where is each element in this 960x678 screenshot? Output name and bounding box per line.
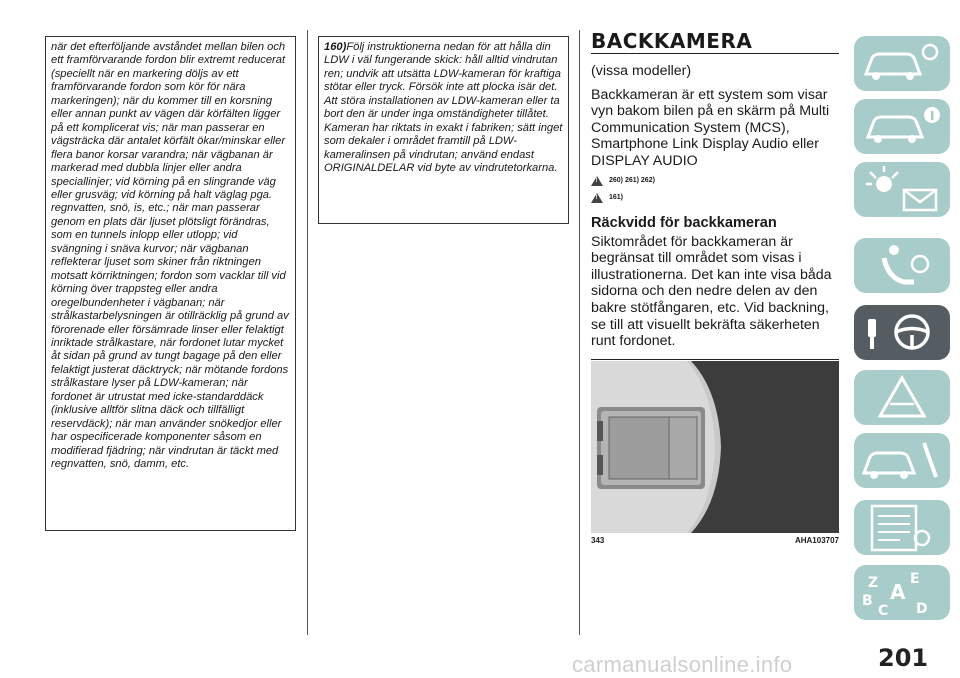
svg-text:E: E	[910, 571, 920, 587]
car-view-range-illustration	[591, 361, 839, 533]
warning-text-2: Följ instruktionerna nedan för att hålla din LDW i väl fungerande skick: håll alltid vindrutan ren; undvik att utsätta LDW-kameran för kraftiga stötar eller tryck. Försök inte att plocka isär det. Att störa installationen av LDW-kameran eller ta bort den är under inga omständigheter tillåtet. Kameran har riktats in exakt i fabriken; sätt inget som dekaler i området framtill på LDW-kameralinsen på vindrutan; använd endast ORIGINALDELAR vid byte av vindrutetorkarna.	[324, 41, 563, 175]
car-wrench-icon[interactable]	[854, 433, 950, 488]
warning-triangle-icon: !	[591, 176, 603, 186]
svg-text:D: D	[916, 601, 928, 617]
warning-refs-1	[591, 176, 839, 186]
warning-number: 160)	[324, 41, 347, 53]
svg-text:Z: Z	[868, 575, 879, 591]
column-divider	[307, 30, 308, 635]
figure-code: AHA103707	[794, 536, 839, 545]
warning-refs-2	[591, 193, 839, 203]
svg-text:A: A	[890, 580, 906, 604]
watermark: carmanualsonline.info	[572, 652, 793, 677]
sub-text: Siktområdet för backkameran är begränsat till området som visas i illustrationerna. Det kan inte visa båda sidorna och den nedre delen av den bakre stötfångaren, etc. Vid backning, se till att visuellt bekräfta säkerheten runt fordonet.	[591, 233, 832, 350]
section-backkamera	[591, 30, 839, 360]
car-info-i-icon[interactable]	[854, 99, 950, 154]
key-steering-wheel-icon[interactable]	[854, 305, 950, 360]
document-list-icon[interactable]	[854, 500, 950, 555]
alphabet-index-icon[interactable]	[854, 565, 950, 620]
page-number: 201	[878, 644, 929, 672]
refs-text-1: 260) 261) 262)	[609, 177, 655, 185]
warning-box-ldw-conditions	[45, 36, 296, 531]
section-title: BACKKAMERA	[591, 30, 839, 54]
column-divider	[579, 30, 580, 635]
section-divider	[591, 359, 839, 360]
seat-airbag-icon[interactable]	[854, 238, 950, 293]
lights-message-icon[interactable]	[854, 162, 950, 217]
section-subtitle: (vissa modeller)	[591, 63, 692, 79]
figure-number: 343	[591, 536, 605, 545]
warning-text-1: när det efterföljande avståndet mellan bilen och ett framförvarande fordon blir extremt reducerat (speciellt när en markering döljs av ett framförvarande fordon som kör för nära markeringen); när du kommer till en korsning eller annan punkt av vägen där körfälten ligger på ett komplicerat vis; när man passerar en vägsträcka där antalet körfält ökar/minskar eller flera banor korsar varandra; när vägbanan är markerad med dubbla linjer eller andra speciallinjer; vid körning på en slingrande väg eller grusväg; vid körning på halt väglag pga. regnvatten, snö, is, etc.; när man passerar genom en plats där ljuset plötsligt förändras, som en tunnels inlopp eller utlopp; vid svängning i snäva kurvor; när vägbanan reflekterar ljuset som skiner från riktningen motsatt körriktningen; fordon som vacklar till vid körning över trappsteg eller andra oregelbundenheter i vägbanan; när strålkastarbelysningen är otillräcklig på grund av förorenade eller försämrade linser eller felaktigt inriktade strålkastare, när fordonet lutar mycket åt sidan på grund av tungt bagage på den eller felaktigt justerat däcktryck; när mötande fordons strålkastare lyser på LDW-kameran; när fordonet är utrustat med icke-standarddäck (inklusive alltför slitna däck och tillfälligt reservdäck); när man använder snökedjor eller har ospecificerade komponenter såsom en modifierad fjädring; när vindrutan är täckt med regnvatten, snö, damm, etc.	[51, 41, 289, 471]
rear-camera-illustration	[591, 361, 839, 533]
figure-caption	[591, 536, 839, 545]
warning-box-ldw-care	[318, 36, 569, 224]
caution-triangle-icon: !	[591, 193, 603, 203]
section-intro: Backkameran är ett system som visar vyn bakom bilen på en skärm på Multi Communication System (MCS), Smartphone Link Display Audio eller DISPLAY AUDIO	[591, 86, 830, 169]
refs-text-2: 161)	[609, 194, 624, 202]
svg-text:B: B	[862, 593, 873, 609]
warning-triangle-car-icon[interactable]	[854, 370, 950, 425]
car-info-icon[interactable]	[854, 36, 950, 91]
sub-heading: Räckvidd för backkameran	[591, 214, 777, 231]
svg-text:C: C	[878, 603, 889, 619]
